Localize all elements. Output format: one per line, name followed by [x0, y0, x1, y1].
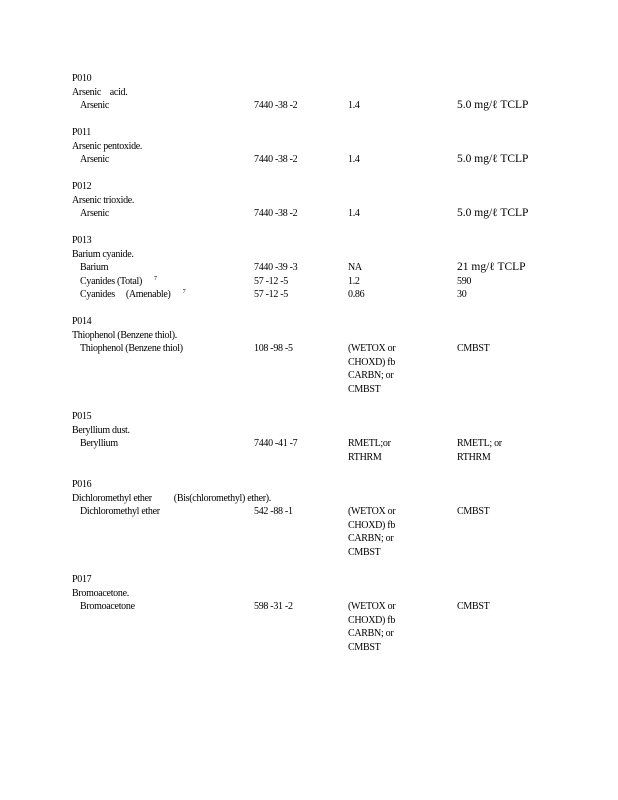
waste-entry-p013: [72, 234, 612, 302]
constituent-name: Dichloromethyl ether: [80, 506, 160, 517]
waste-description: Barium cyanide.: [72, 248, 134, 260]
waste-code: P016: [72, 479, 92, 490]
wastewater-standard: 1.4: [348, 100, 360, 111]
wastewater-standard: NA: [348, 262, 362, 273]
cas-number: 598 -31 -2: [254, 601, 293, 612]
constituent-row: [72, 99, 612, 113]
nonwastewater-standard: CMBST: [457, 601, 490, 612]
nonwastewater-standard: 5.0 mg/ℓ TCLP: [457, 99, 529, 111]
constituent-row: [72, 207, 612, 221]
constituent-row: [72, 153, 612, 167]
cas-number: 7440 -41 -7: [254, 438, 298, 449]
nonwastewater-standard: CMBST: [457, 506, 490, 517]
cas-number: 57 -12 -5: [254, 275, 288, 287]
waste-description: Bromoacetone.: [72, 587, 129, 599]
constituent-row: [72, 275, 612, 289]
waste-entry-p011: [72, 126, 612, 167]
footnote-marker: 7: [153, 275, 157, 282]
waste-code: P017: [72, 574, 92, 585]
cas-number: 7440 -38 -2: [254, 208, 298, 219]
wastewater-standard: 1.4: [348, 154, 360, 165]
waste-description: Thiophenol (Benzene thiol).: [72, 329, 177, 341]
constituent-row: [72, 342, 612, 396]
waste-entry-p014: [72, 315, 612, 396]
waste-entry-p010: [72, 72, 612, 113]
waste-description: Dichloromethyl ether (Bis(chloromethyl) ether).: [72, 492, 271, 504]
nonwastewater-standard: 30: [457, 289, 467, 300]
constituent-row: [72, 437, 612, 464]
cas-number: 542 -88 -1: [254, 506, 293, 517]
waste-code: P010: [72, 73, 92, 84]
cas-number: 7440 -38 -2: [254, 154, 298, 165]
waste-entry-p012: [72, 180, 612, 221]
waste-code: P013: [72, 235, 92, 246]
waste-code: P015: [72, 411, 92, 422]
constituent-name: Thiophenol (Benzene thiol): [80, 343, 183, 354]
waste-entry-p015: [72, 410, 612, 464]
cas-number: 7440 -38 -2: [254, 100, 298, 111]
nonwastewater-standard: 5.0 mg/ℓ TCLP: [457, 153, 529, 165]
wastewater-standard: 1.4: [348, 208, 360, 219]
nonwastewater-standard: CMBST: [457, 343, 490, 354]
waste-code: P012: [72, 181, 92, 192]
constituent-name: Bromoacetone: [80, 601, 135, 612]
waste-description: Arsenic acid.: [72, 86, 128, 98]
wastewater-standard: (WETOX or CHOXD) fb CARBN; or CMBST: [348, 601, 396, 653]
cas-number: 7440 -39 -3: [254, 262, 298, 273]
cas-number: 108 -98 -5: [254, 343, 293, 354]
constituent-name: Arsenic: [80, 154, 109, 165]
constituent-name: Cyanides (Total) $^7$: [80, 275, 157, 287]
waste-description: Arsenic pentoxide.: [72, 140, 143, 152]
constituent-row: [72, 505, 612, 559]
wastewater-standard: 0.86: [348, 289, 365, 300]
constituent-name: Cyanides (Amenable) $^7$: [80, 289, 186, 300]
constituent-name: Arsenic: [80, 208, 109, 219]
constituent-row: [72, 261, 612, 275]
constituent-row: [72, 288, 612, 302]
constituent-name: Barium: [80, 262, 109, 273]
wastewater-standard: (WETOX or CHOXD) fb CARBN; or CMBST: [348, 506, 396, 558]
constituent-name: Arsenic: [80, 100, 109, 111]
constituent-row: [72, 600, 612, 654]
waste-description: Arsenic trioxide.: [72, 194, 135, 206]
constituent-name: Beryllium: [80, 438, 118, 449]
nonwastewater-standard: 590: [457, 275, 472, 287]
nonwastewater-standard: 5.0 mg/ℓ TCLP: [457, 207, 529, 219]
nonwastewater-standard: 21 mg/ℓ TCLP: [457, 261, 526, 273]
wastewater-standard: RMETL;or RTHRM: [348, 438, 391, 463]
cas-number: 57 -12 -5: [254, 289, 288, 300]
waste-entry-p017: [72, 573, 612, 654]
wastewater-standard: 1.2: [348, 275, 360, 287]
waste-code: P014: [72, 316, 92, 327]
nonwastewater-standard: RMETL; or RTHRM: [457, 438, 502, 463]
waste-description: Beryllium dust.: [72, 424, 130, 436]
wastewater-standard: (WETOX or CHOXD) fb CARBN; or CMBST: [348, 343, 396, 395]
waste-code: P011: [72, 127, 91, 138]
footnote-marker: 7: [182, 289, 186, 295]
waste-entry-p016: [72, 478, 612, 559]
